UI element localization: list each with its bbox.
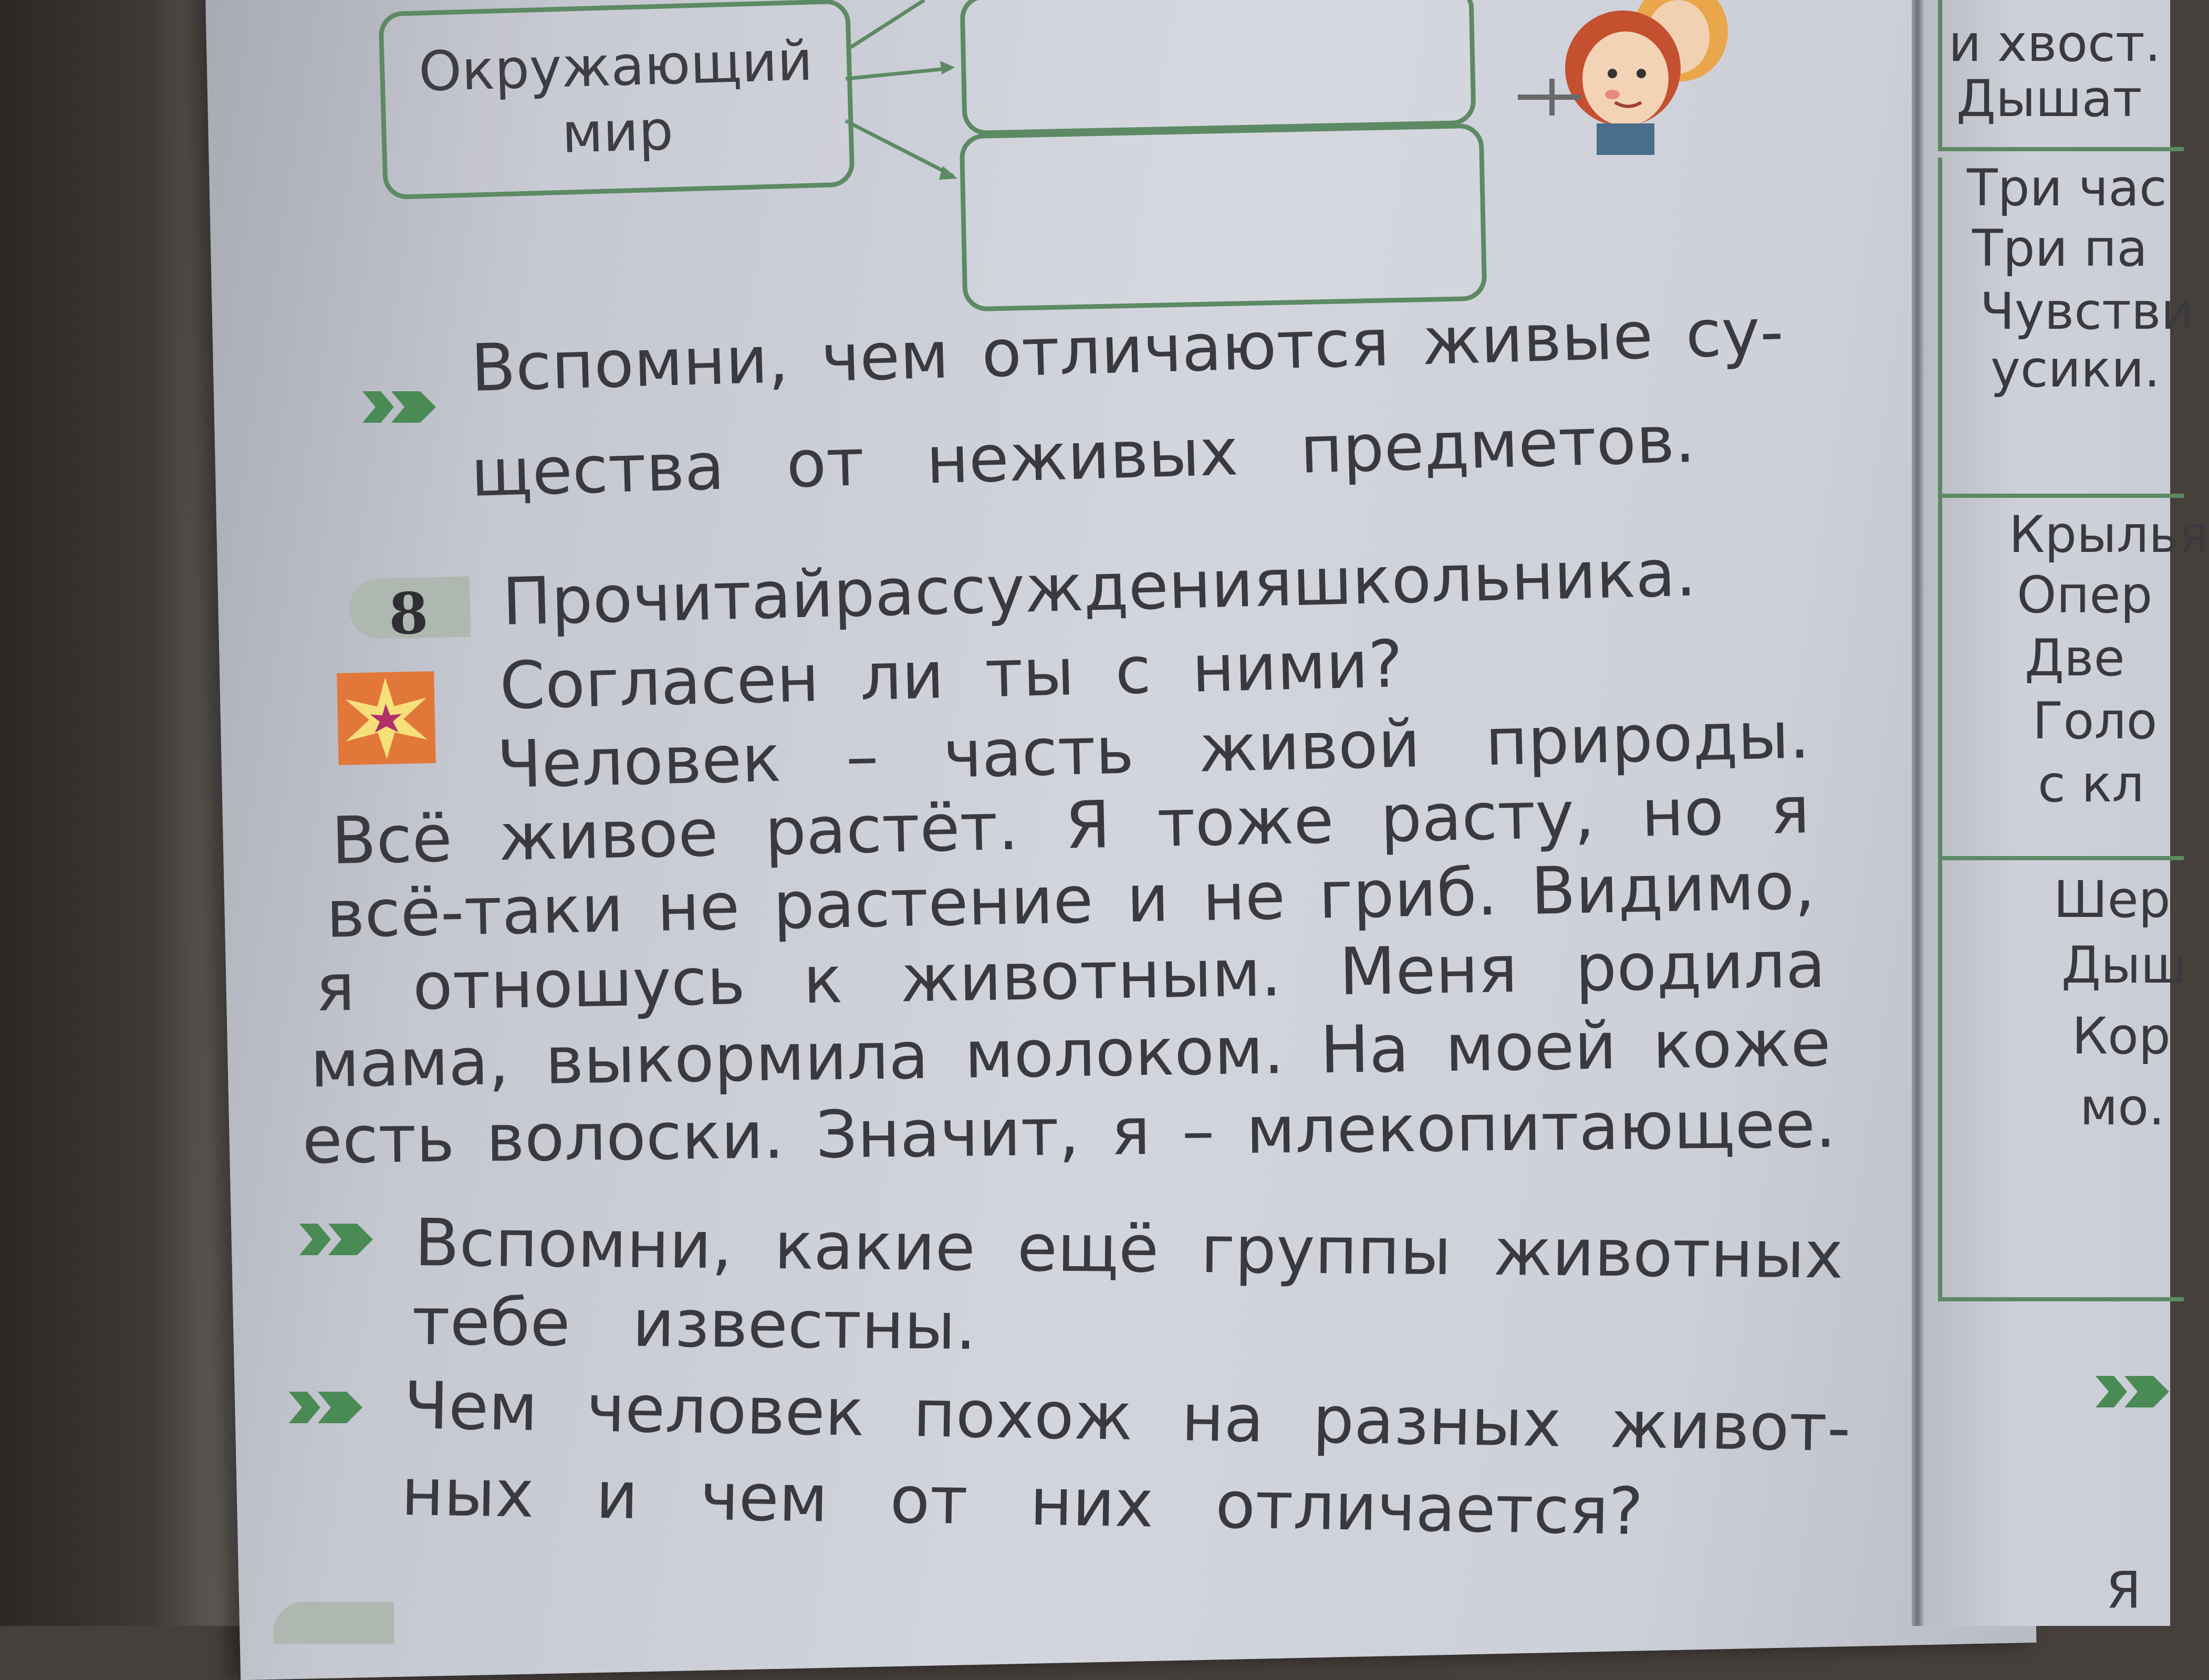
diagram-source-box (378, 0, 855, 200)
right-text: мо. (2080, 1078, 2165, 1136)
task8-word: не (1202, 858, 1286, 936)
task8-word: ты (984, 634, 1076, 713)
task8-word: рассуждения (832, 545, 1294, 632)
task8-word: но (1640, 774, 1725, 852)
task8-word: и (1126, 861, 1170, 937)
task8-word: живое (498, 795, 719, 876)
task8-word: всё-таки (325, 871, 624, 953)
hint2-line2: тебе известны. (411, 1284, 977, 1365)
task-number: 8 (388, 580, 429, 648)
task8-word: Всё (330, 801, 453, 879)
right-text: Опер (2017, 566, 2153, 624)
hint3-word: разных (1312, 1382, 1562, 1462)
right-text: Дыш (2061, 936, 2187, 995)
task8-word: школьника. (1291, 535, 1697, 621)
hint1-word: отличаются (981, 305, 1391, 392)
task8-word: ли (859, 638, 945, 716)
task8-word: Видимо, (1530, 848, 1816, 930)
task8-word: с (1114, 632, 1152, 709)
right-text: Две (2025, 629, 2125, 687)
right-text: усики. (1991, 340, 2160, 399)
hint1-word: живые (1421, 298, 1654, 380)
double-chevron-icon (2096, 1373, 2174, 1410)
task8-word: я (1110, 1094, 1151, 1170)
task8-word: живой (1197, 706, 1421, 787)
task8-word: родила (1575, 926, 1826, 1007)
hint3-word: человек (586, 1371, 865, 1451)
task8-word: Я (1064, 787, 1111, 864)
right-text: Чувстви (1980, 282, 2194, 341)
hint3-word: Чем (403, 1368, 538, 1446)
task8-word: – (1181, 1093, 1215, 1170)
diagram-source-label: Окружающий мир (418, 28, 814, 165)
right-text: с кл (2038, 755, 2144, 813)
task8-word: – (845, 718, 880, 795)
task8-word: к (803, 942, 843, 1019)
task8-word: расту, (1379, 777, 1596, 858)
hint1-line2: щества от неживых предметов. (470, 401, 1696, 512)
hint2-word: ещё (1017, 1211, 1159, 1288)
double-chevron-icon (299, 1221, 378, 1258)
task8-word: растёт. (764, 789, 1019, 870)
task8-word: животным. (900, 935, 1283, 1017)
hint2-line1 (414, 1205, 1843, 1293)
right-text: Три па (1972, 219, 2148, 278)
task8-word: выкормила (545, 1018, 929, 1099)
task8-text-line6 (301, 1087, 1837, 1178)
double-chevron-icon (362, 389, 441, 425)
next-task-badge (273, 1602, 394, 1644)
task8-word: гриб. (1318, 854, 1498, 934)
right-text: Голо (2033, 692, 2158, 750)
task8-word: есть (301, 1101, 455, 1178)
task8-word: не (656, 869, 741, 946)
diagram-answer-box-1[interactable] (960, 0, 1476, 135)
task8-word: отношусь (412, 944, 746, 1025)
hint3-word: живот- (1609, 1387, 1851, 1467)
hint1-word: чем (820, 317, 950, 397)
star-icon (337, 671, 436, 765)
task8-word: растение (772, 862, 1094, 944)
hint2-word: Вспомни, (414, 1205, 733, 1284)
hint1-word: су- (1684, 294, 1785, 373)
task8-word: На (1319, 1011, 1410, 1089)
right-text: Крылья (2009, 505, 2209, 564)
hint2-word: животных (1493, 1214, 1843, 1293)
task-number-badge (349, 577, 471, 648)
task8-word: Человек (496, 721, 782, 803)
task8-word: коже (1652, 1005, 1831, 1084)
diagram-answer-box-2[interactable] (960, 123, 1487, 312)
task8-word: Меня (1339, 932, 1518, 1010)
task8-word: мама, (309, 1024, 510, 1102)
task8-word: моей (1444, 1008, 1618, 1087)
hint3-word: на (1181, 1380, 1265, 1457)
hint2-word: какие (774, 1208, 976, 1286)
right-text: Я (2106, 1561, 2141, 1620)
task8-word: млекопитающее. (1245, 1087, 1837, 1169)
task8-word: тоже (1156, 782, 1335, 862)
task8-word: природы. (1484, 697, 1811, 781)
right-text: Шер (2054, 870, 2171, 929)
task8-word: ними? (1191, 626, 1404, 707)
task8-word: я (315, 949, 356, 1026)
hint2-word: группы (1200, 1212, 1452, 1290)
hint3-word: похож (912, 1376, 1133, 1455)
right-text: Кор (2072, 1007, 2171, 1066)
task8-word: я (1769, 773, 1811, 849)
task8-word: Значит, (815, 1094, 1080, 1173)
task8-word: Прочитай (501, 556, 835, 640)
task8-word: часть (942, 713, 1135, 793)
task8-word: Согласен (498, 641, 820, 724)
task8-word: волоски. (485, 1098, 785, 1177)
right-text: и хвост. (1948, 14, 2161, 73)
right-text: Дышат (1956, 69, 2142, 128)
right-text: Три час (1967, 159, 2167, 217)
double-chevron-icon (289, 1389, 368, 1426)
children-illustration (1513, 0, 1738, 158)
task8-word: молоком. (964, 1013, 1285, 1093)
hint1-word: Вспомни, (470, 322, 790, 406)
hint3-line2: ных и чем от них отличается? (400, 1455, 1644, 1550)
